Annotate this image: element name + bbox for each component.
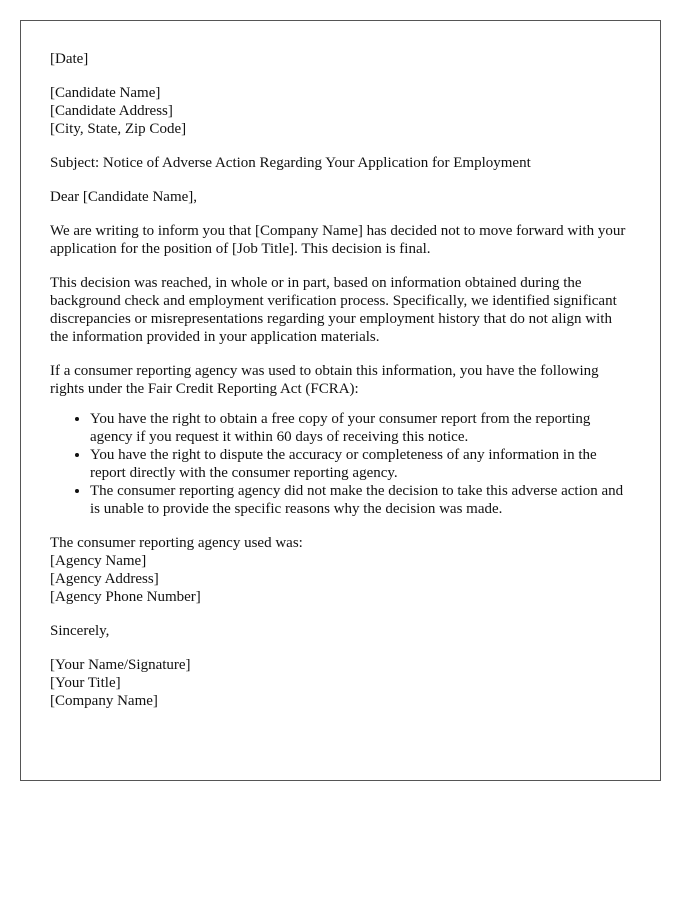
signature-block <box>50 656 631 710</box>
paragraph-reason: This decision was reached, in whole or in part, based on information obtained during the background check and employment verification process. Specifically, we identified significant discrepancies or misrepresentations regarding your employment history that do not align with the information provided in your application materials. <box>50 275 617 345</box>
paragraph-decision: We are writing to inform you that [Company Name] has decided not to move forward with your application for the position of [Job Title]. This decision is final. <box>50 223 626 257</box>
fcra-rights-list <box>50 410 631 518</box>
paragraph-fcra-intro: If a consumer reporting agency was used to obtain this information, you have the following rights under the Fair Credit Reporting Act (FCRA): <box>50 363 599 397</box>
agency-intro: The consumer reporting agency used was: <box>50 535 303 551</box>
recipient-name: [Candidate Name] <box>50 85 161 101</box>
agency-name: [Agency Name] <box>50 553 147 569</box>
agency-phone: [Agency Phone Number] <box>50 589 201 605</box>
recipient-city-state-zip: [City, State, Zip Code] <box>50 121 187 137</box>
recipient-block <box>50 84 631 138</box>
signature-company: [Company Name] <box>50 693 158 709</box>
recipient-address: [Candidate Address] <box>50 103 173 119</box>
agency-block <box>50 534 631 606</box>
letter-page <box>20 20 661 781</box>
letter-subject: Subject: Notice of Adverse Action Regarding Your Application for Employment <box>50 155 531 171</box>
letter-salutation: Dear [Candidate Name], <box>50 189 198 205</box>
signature-name: [Your Name/Signature] <box>50 657 191 673</box>
rights-list-item: • The consumer reporting agency did not make the decision to take this adverse action and is unable to provide the specific reasons why the decision was made. <box>90 482 631 518</box>
signature-title: [Your Title] <box>50 675 121 691</box>
rights-list-item: • You have the right to dispute the accuracy or completeness of any information in the report directly with the consumer reporting agency. <box>90 446 631 482</box>
rights-list-item: • You have the right to obtain a free copy of your consumer report from the reporting agency if you request it within 60 days of receiving this notice. <box>90 410 631 446</box>
letter-date: [Date] <box>50 51 89 67</box>
letter-closing: Sincerely, <box>50 623 110 639</box>
agency-address: [Agency Address] <box>50 571 159 587</box>
